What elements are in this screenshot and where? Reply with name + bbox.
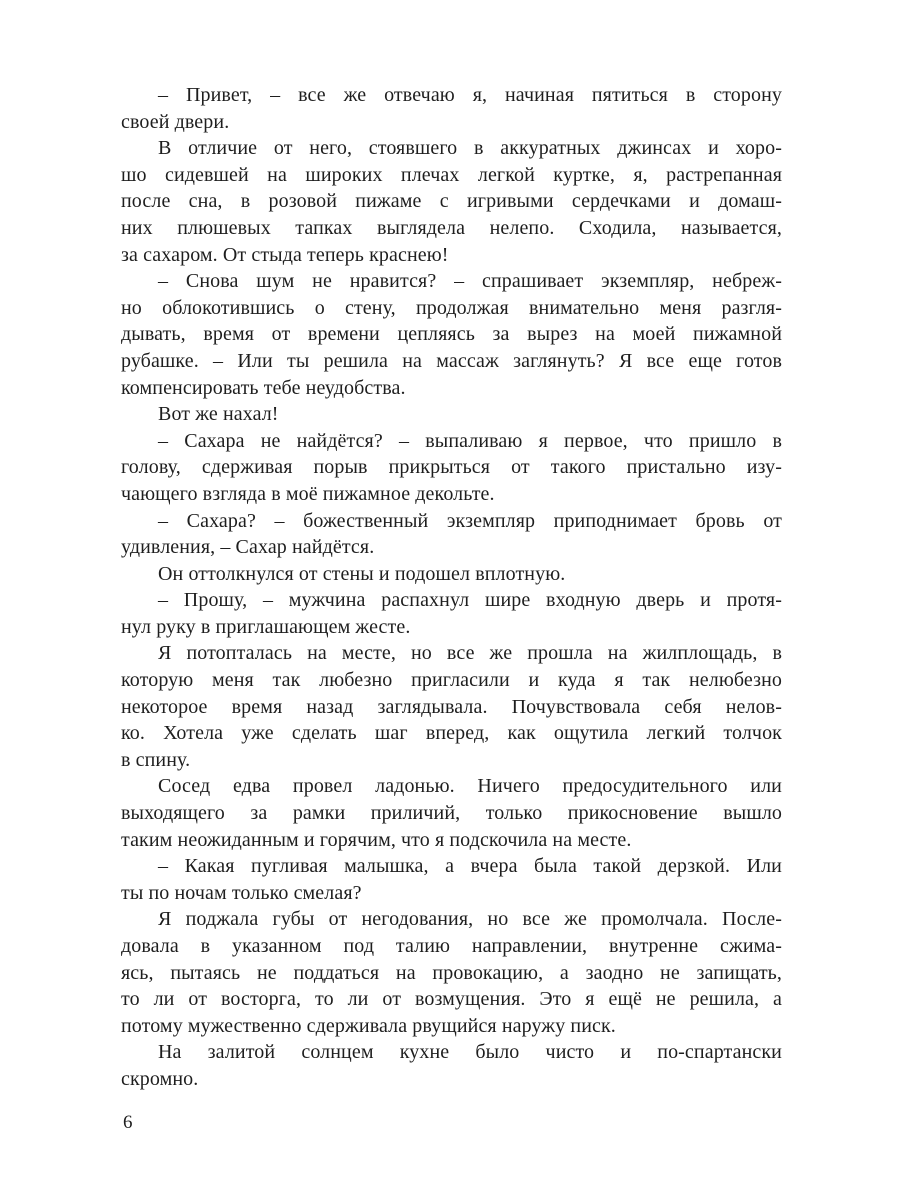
text-line: рубашке. – Или ты решила на массаж заглянуть? Я все еще готов [121, 349, 782, 372]
text-line: ко. Хотела уже сделать шаг вперед, как ощутила легкий толчок [121, 722, 782, 745]
paragraph [121, 853, 782, 906]
text-line: удивления, – Сахар найдётся. [121, 536, 375, 559]
text-line: потому мужественно сдерживала рвущийся наружу писк. [121, 1014, 616, 1037]
text-line: – Привет, – все же отвечаю я, начиная пятиться в сторону [158, 84, 782, 106]
paragraph [121, 82, 782, 135]
paragraph [121, 268, 782, 401]
text-line: Я поджала губы от негодования, но все же промолчала. После- [158, 908, 782, 931]
text-line: – Сахара не найдётся? – выпаливаю я первое, что пришло в [158, 429, 782, 452]
text-line: ясь, пытаясь не поддаться на провокацию, а заодно не запищать, [121, 961, 782, 984]
text-line: за сахаром. От стыда теперь краснею! [121, 243, 449, 266]
paragraph [121, 135, 782, 268]
paragraph [121, 561, 782, 588]
text-line: голову, сдерживая порыв прикрыться от такого пристально изу- [121, 456, 782, 479]
text-line: Я потопталась на месте, но все же прошла на жилплощадь, в [158, 642, 782, 665]
paragraph [121, 1039, 782, 1092]
text-line: В отличие от него, стоявшего в аккуратных джинсах и хоро- [158, 137, 782, 160]
text-line: них плюшевых тапках выглядела нелепо. Сходила, называется, [121, 216, 782, 239]
paragraph [121, 640, 782, 773]
text-line: На залитой солнцем кухне было чисто и по-спартански [158, 1041, 782, 1064]
paragraph [121, 508, 782, 561]
text-line: выходящего за рамки приличий, только прикосновение вышло [121, 802, 782, 825]
text-line: – Какая пугливая малышка, а вчера была такой дерзкой. Или [158, 855, 782, 878]
text-line: в спину. [121, 748, 191, 771]
text-line: то ли от восторга, то ли от возмущения. Это я ещё не решила, а [121, 988, 782, 1011]
text-line: нул руку в приглашающем жесте. [121, 615, 411, 638]
paragraph [121, 587, 782, 640]
text-line: таким неожиданным и горячим, что я подскочила на месте. [121, 828, 632, 851]
text-line: довала в указанном под талию направлении, внутренне сжима- [121, 935, 782, 957]
text-line: но облокотившись о стену, продолжая внимательно меня разгля- [121, 296, 782, 319]
paragraph [121, 906, 782, 1039]
page-text [121, 82, 782, 1093]
paragraph [121, 773, 782, 853]
text-line: Вот же нахал! [158, 403, 279, 426]
paragraph [121, 401, 782, 428]
text-line: Он оттолкнулся от стены и подошел вплотную. [158, 562, 566, 585]
text-line: компенсировать тебе неудобства. [121, 376, 406, 399]
text-line: шо сидевшей на широких плечах легкой куртке, я, растрепанная [121, 163, 782, 186]
text-line: ты по ночам только смелая? [121, 881, 362, 904]
text-line: – Прошу, – мужчина распахнул шире входную дверь и протя- [158, 589, 782, 612]
text-line: дывать, время от времени цепляясь за вырез на моей пижамной [121, 323, 782, 346]
paragraph [121, 428, 782, 508]
text-line: – Снова шум не нравится? – спрашивает экземпляр, небреж- [158, 270, 782, 293]
text-line: которую меня так любезно пригласили и куда я так нелюбезно [121, 669, 782, 692]
text-line: – Сахара? – божественный экземпляр приподнимает бровь от [158, 509, 782, 532]
text-line: Сосед едва провел ладонью. Ничего предосудительного или [158, 775, 782, 798]
page-number: 6 [123, 1112, 133, 1133]
text-line: скромно. [121, 1067, 199, 1090]
text-line: после сна, в розовой пижаме с игривыми сердечками и домаш- [121, 190, 782, 213]
text-line: некоторое время назад заглядывала. Почувствовала себя нелов- [121, 695, 782, 718]
text-line: чающего взгляда в моё пижамное декольте. [121, 482, 495, 505]
text-line: своей двери. [121, 110, 230, 133]
